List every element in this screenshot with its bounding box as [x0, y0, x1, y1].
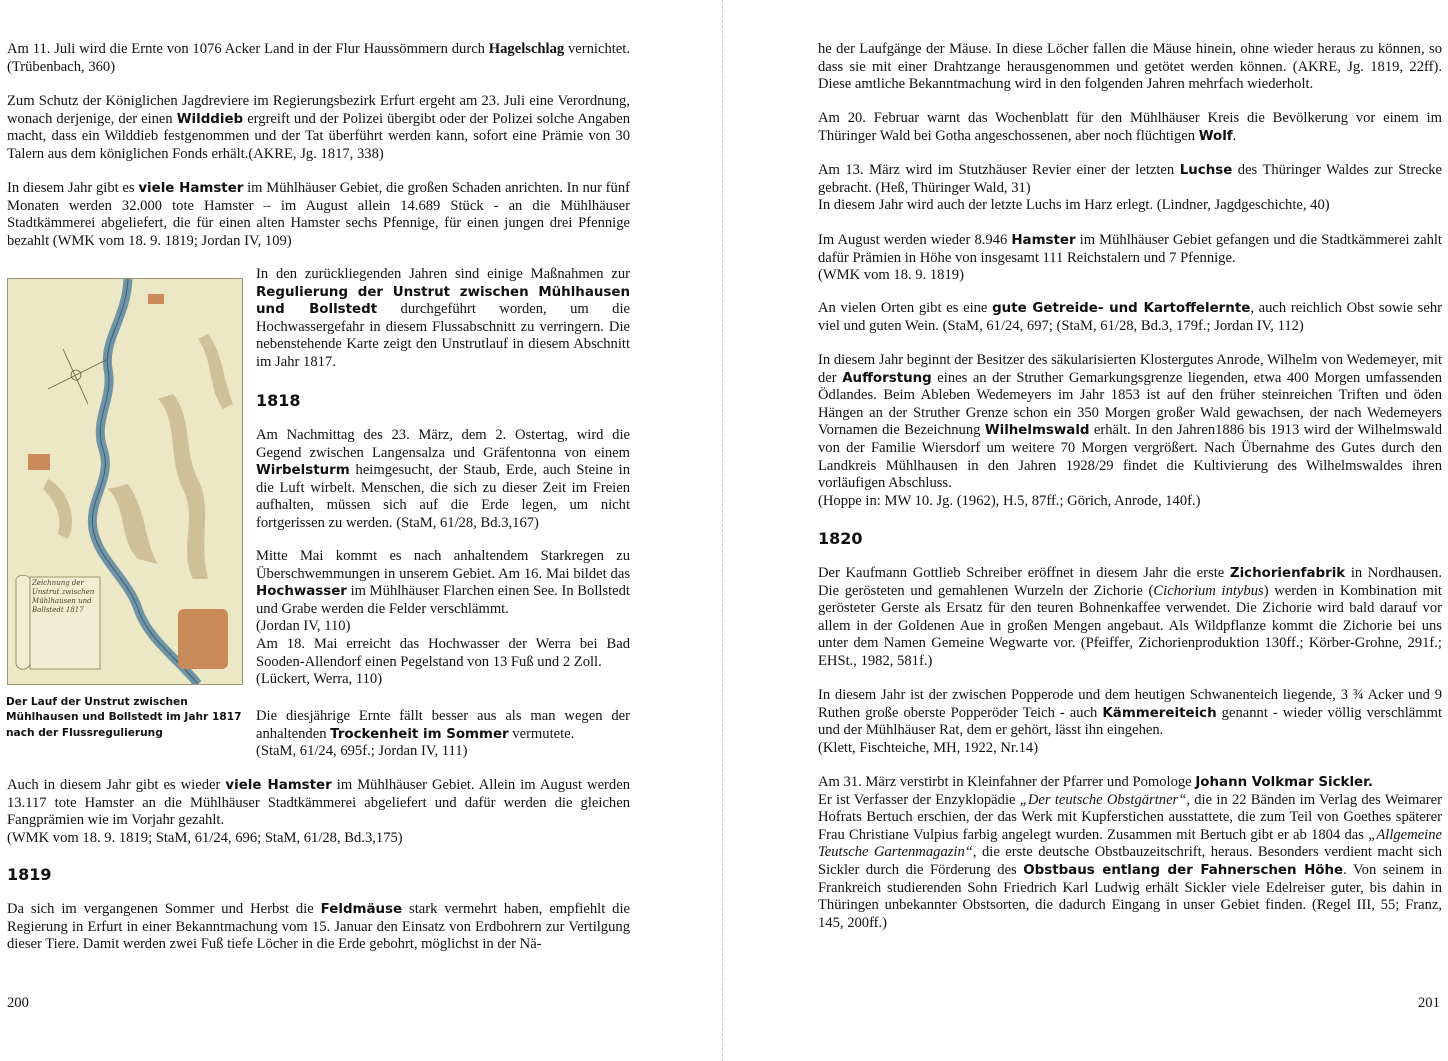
- paragraph-hamster-1818: Auch in diesem Jahr gibt es wieder viele Hamster im Mühlhäuser Gebiet. Allein im August werden 13.117 tote Hamster an die Mühlhäuser Stadtkämmerei abgeliefert und dafür werden die gleichen Fangprämien wie im Vorjahr gezahlt. (WMK vom 18. 9. 1819; StaM, 61/24, 696; StaM, 61/28, Bd.3,175): [7, 777, 630, 846]
- paragraph-feldmaeuse: Da sich im vergangenen Sommer und Herbst die Feldmäuse stark vermehrt haben, empfiehlt die Regierung in Erfurt in einer Bekanntmachung vom 15. Januar den Einsatz von Erdbohrern zur Vertilgung dieser Tiere. Damit werden zwei Fuß tiefe Löcher in die Erde gebohrt, möglichst in der Nä-: [7, 901, 630, 953]
- paragraph-wirbelsturm: Am Nachmittag des 23. März, dem 2. Ostertag, wird die Gegend zwischen Langensalza und Gräfentonna von einem Wirbelsturm heimgesucht, der Staub, Erde, auch Steine in die Luft wirbelt. Menschen, die sich zu dieser Zeit im Freien aufhalten, müssen sich auf die Erde legen, um nicht fortgerissen zu werden. (StaM, 61/28, Bd.3,167): [256, 427, 630, 531]
- map-cartouche: [16, 575, 100, 669]
- paragraph-wilhelmswald: In diesem Jahr beginnt der Besitzer des säkularisierten Klostergutes Anrode, Wilhelm von Wedemeyer, mit der Aufforstung eines an der Struther Gemarkungsgrenze liegenden, etwa 400 Morgen umfassenden Ödlandes. Beim Ableben Wedemeyers im Jahr 1853 ist auf den früher steinreichen Triften und öden Hängen an der Struther Grenze schon ein 350 Morgen großer Wald gewachsen, der nach Wedemeyers Vornamen die Bezeichnung Wilhelmswald erhält. In den Jahren1886 bis 1913 wird der Wilhelmswald von der Familie Wiersdorf um weitere 70 Morgen vergrößert. Nach Übernahme des Gutes durch den Landkreis Mühlhausen in den Jahren 1928/29 findet die Kultivierung des Wilhelmswaldes ihren vorläufigen Abschluss. (Hoppe in: MW 10. Jg. (1962), H.5, 87ff.; Görich, Anrode, 140f.): [818, 352, 1443, 509]
- year-heading-1820: 1820: [818, 529, 863, 548]
- year-heading-1819: 1819: [7, 865, 52, 884]
- paragraph-unstrut-regulierung: In den zurückliegenden Jahren sind einige Maßnahmen zur Regulierung der Unstrut zwischen Mühlhausen und Bollstedt durchgeführt worden, um die Hochwassergefahr in diesem Flussabschnitt zu verringern. Die nebenstehende Karte zeigt den Unstrutlauf in diesem Abschnitt im Jahr 1817.: [256, 266, 631, 370]
- paragraph-hamster-1819: Im August werden wieder 8.946 Hamster im Mühlhäuser Gebiet gefangen und die Stadtkämmerei zahlt dafür Prämien in Höhe von insgesamt 111 Reichstalern und 7 Pfennige. (WMK vom 18. 9. 1819): [818, 232, 1442, 284]
- paragraph-kaemmereiteich: In diesem Jahr ist der zwischen Popperode und dem heutigen Schwanenteich liegende, 3 ¾ Acker und 9 Ruthen große oberste Popperöder Teich - auch Kämmereiteich genannt - wieder völlig verschlämmt und der Mühlhäuser Rat, dem er gehört, lässt ihn eingehen. (Klett, Fischteiche, MH, 1922, Nr.14): [818, 687, 1443, 756]
- paragraph-maeuse-fortsetzung: he der Laufgänge der Mäuse. In diese Löcher fallen die Mäuse hinein, ohne wieder heraus zu können, so dass sie mit einer Drahtzange herausgenommen und getötet werden können. (AKRE, Jg. 1819, 22ff). Diese amtliche Bekanntmachung wird in den folgenden Jahren mehrfach wiederholt.: [818, 41, 1442, 93]
- paragraph-ernte-1819: An vielen Orten gibt es eine gute Getreide- und Kartoffelernte, auch reichlich Obst sowie sehr viel und guten Wein. (StaM, 61/24, 697; (StaM, 61/28, Bd.3, 179f.; Jordan IV, 112): [818, 300, 1442, 334]
- paragraph-luchse: Am 13. März wird im Stutzhäuser Revier einer der letzten Luchse des Thüringer Waldes zur Strecke gebracht. (Heß, Thüringer Wald, 31) In diesem Jahr wird auch der letzte Luchs im Harz erlegt. (Lindner, Jagdgeschichte, 40): [818, 162, 1443, 214]
- paragraph-hochwasser: Mitte Mai kommt es nach anhaltendem Starkregen zu Überschwemmungen in unserem Gebiet. Am 16. Mai bildet das Hochwasser im Mühlhäuser Flarchen einen See. In Bollstedt und Grabe werden die Felder verschlämmt. (Jordan IV, 110) Am 18. Mai erreicht das Hochwasser der Werra bei Bad Sooden-Allendorf einen Pegelstand von 13 Fuß und 2 Zoll. (Lückert, Werra, 110): [256, 548, 630, 688]
- paragraph-hagelschlag: Am 11. Juli wird die Ernte von 1076 Acker Land in der Flur Haussömmern durch Hagelschlag vernichtet. (Trübenbach, 360): [7, 41, 630, 75]
- unstrut-map-drawing: [8, 279, 242, 684]
- left-page: [0, 0, 722, 1061]
- paragraph-sickler: Am 31. März verstirbt in Kleinfahner der Pfarrer und Pomologe Johann Volkmar Sickler. Er ist Verfasser der Enzyklopädie „Der teutsche Obstgärtner“, die in 22 Bänden im Verlag des Weimarer Hofrats Bertuch erschien, der das Werk mit Kupferstichen ausstattete, die zum Teil von Goethes späterer Frau Christiane Vulpius farbig angelegt wurden. Zusammen mit Bertuch gibt er ab 1804 das „Allgemeine Teutsche Gartenmagazin“, die erste deutsche Obstbauzeitschrift, heraus. Besonders verdient macht sich Sickler durch die Förderung des Obstbaus entlang der Fahnerschen Höhe. Von seinem in Frankreich studierenden Sohn Friedrich Karl Ludwig erhält Sickler viele Edelreiser guter, bis dahin in Thüringen unbekannter Obstsorten, die dadurch Eingang in unser Gebiet finden. (Regel III, 55; Franz, 145, 200ff.): [818, 774, 1442, 931]
- page-number-right: 201: [1418, 995, 1440, 1011]
- map-cartouche-text: Zeichnung der Unstrut zwischen Mühlhausen und Bollstedt 1817: [32, 579, 95, 614]
- right-page: [724, 0, 1448, 1061]
- paragraph-zichorienfabrik: Der Kaufmann Gottlieb Schreiber eröffnet in diesem Jahr die erste Zichorienfabrik in Nordhausen. Die gerösteten und gemahlenen Wurzeln der Zichorie (Cichorium intybus) werden in Kombination mit gerösteter Gerste als Ersatz für den teuren Bohnenkaffee verwendet. Die Zichorie wird bald darauf vor allem in der Goldenen Aue in großen Mengen angebaut. Als Wildpflanze kommt die Zichorie bei uns unter dem Namen Gemeine Wegwarte vor. (Pfeiffer, Zichorienproduktion 130ff.; Körber-Grohne, 291f.; EHSt., 1982, 581f.): [818, 565, 1442, 669]
- page-number-left: 200: [7, 995, 29, 1011]
- year-heading-1818: 1818: [256, 391, 301, 410]
- page-gutter: [722, 0, 723, 1061]
- map-caption: Der Lauf der Unstrut zwischen Mühlhausen und Bollstedt im Jahr 1817 nach der Flussregulierung: [6, 696, 242, 739]
- unstrut-map-image: [7, 278, 243, 685]
- paragraph-wilddieb: Zum Schutz der Königlichen Jagdreviere im Regierungsbezirk Erfurt ergeht am 23. Juli eine Verordnung, wonach derjenige, der einen Wilddieb ergreift und der Polizei übergibt oder der Polizei solche Angaben macht, dass ein Wilddieb festgenommen und der Tat überführt werden kann, sofort eine Prämie von 30 Talern aus dem königlichen Fonds erhält.(AKRE, Jg. 1817, 338): [7, 93, 631, 162]
- paragraph-hamster-1817: In diesem Jahr gibt es viele Hamster im Mühlhäuser Gebiet, die großen Schaden anrichten. In nur fünf Monaten werden 32.000 tote Hamster – im August allein 14.689 Stück - an die Mühlhäuser Stadtkämmerei abgeliefert, die für einen alten Hamster sechs Pfennige, für einen jungen drei Pfennige bezahlt (WMK vom 18. 9. 1819; Jordan IV, 109): [7, 180, 630, 249]
- paragraph-wolf: Am 20. Februar warnt das Wochenblatt für den Mühlhäuser Kreis die Bevölkerung vor einem im Thüringer Wald bei Gotha angeschossenen, aber noch flüchtigen Wolf.: [818, 110, 1442, 144]
- paragraph-trockenheit: Die diesjährige Ernte fällt besser aus als man wegen der anhaltenden Trockenheit im Sommer vermutete. (StaM, 61/24, 695f.; Jordan IV, 111): [256, 708, 630, 760]
